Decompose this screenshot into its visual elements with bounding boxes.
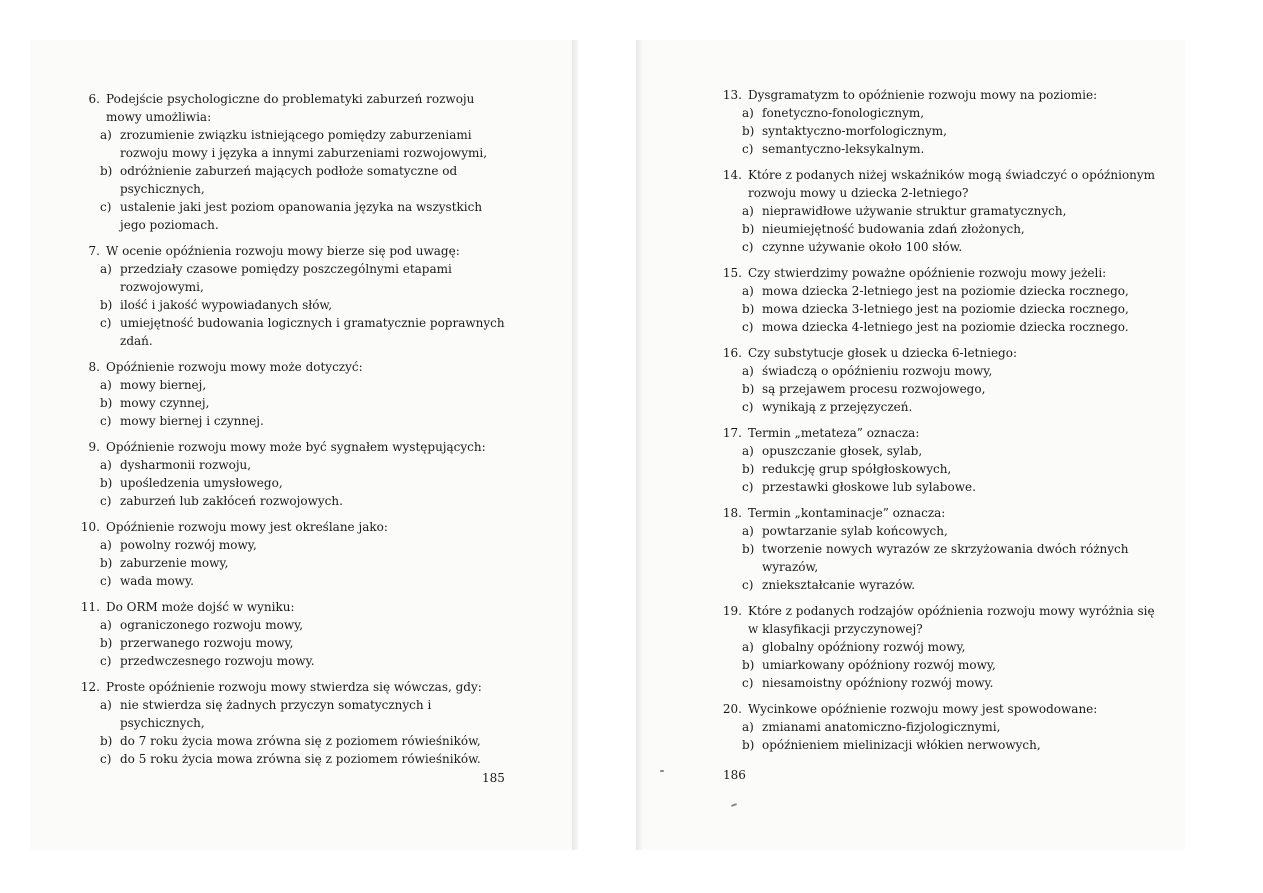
question-stem — [78, 598, 508, 616]
option-text: redukcję grup spółgłoskowych, — [762, 462, 952, 476]
right-question-column — [720, 86, 1160, 762]
option-text: ograniczonego rozwoju mowy, — [120, 618, 304, 632]
option-letter: a) — [100, 378, 112, 392]
question-number: 14. — [722, 168, 742, 182]
answer-option — [720, 238, 1160, 256]
page-gutter-shadow — [636, 40, 642, 850]
answer-option — [720, 522, 1160, 540]
answer-option — [720, 104, 1160, 122]
page-number-right: 186 — [723, 768, 746, 782]
answer-option — [78, 394, 508, 412]
option-text: niesamoistny opóźniony rozwój mowy. — [762, 676, 994, 690]
question-item — [720, 602, 1160, 692]
question-text: Dysgramatyzm to opóźnienie rozwoju mowy na poziomie: — [748, 88, 1098, 102]
answer-option — [78, 474, 508, 492]
page-gutter-shadow — [572, 40, 578, 850]
option-letter: a) — [100, 618, 112, 632]
question-item — [78, 242, 508, 350]
answer-option — [78, 696, 508, 732]
question-text: W ocenie opóźnienia rozwoju mowy bierze się pod uwagę: — [106, 244, 460, 258]
answer-option — [720, 674, 1160, 692]
option-text: odróżnienie zaburzeń mających podłoże somatyczne od psychicznych, — [120, 164, 458, 196]
option-letter: a) — [100, 698, 112, 712]
option-letter: a) — [742, 640, 754, 654]
answer-options — [720, 282, 1160, 336]
question-stem — [78, 358, 508, 376]
question-number: 19. — [722, 604, 742, 618]
option-text: fonetyczno-fonologicznym, — [762, 106, 925, 120]
option-letter: c) — [100, 494, 112, 508]
option-text: semantyczno-leksykalnym. — [762, 142, 925, 156]
option-letter: a) — [742, 720, 754, 734]
option-letter: b) — [742, 658, 755, 672]
answer-option — [720, 736, 1160, 754]
option-text: zaburzeń lub zakłóceń rozwojowych. — [120, 494, 343, 508]
answer-option — [78, 572, 508, 590]
answer-option — [78, 260, 508, 296]
question-text: Które z podanych niżej wskaźników mogą świadczyć o opóźnionym rozwoju mowy u dziecka 2-letniego? — [748, 168, 1156, 200]
question-text: Czy substytucje głosek u dziecka 6-letniego: — [748, 346, 1017, 360]
question-stem — [720, 602, 1160, 638]
question-text: Wycinkowe opóźnienie rozwoju mowy jest spowodowane: — [748, 702, 1098, 716]
question-item — [78, 90, 508, 234]
answer-option — [78, 412, 508, 430]
option-letter: b) — [742, 124, 755, 138]
option-letter: c) — [100, 316, 112, 330]
question-number: 12. — [80, 680, 100, 694]
option-text: zniekształcanie wyrazów. — [762, 578, 916, 592]
question-number: 16. — [722, 346, 742, 360]
option-letter: c) — [742, 320, 754, 334]
question-number: 9. — [88, 440, 100, 454]
answer-options — [720, 718, 1160, 754]
option-letter: c) — [742, 400, 754, 414]
question-item — [78, 438, 508, 510]
option-text: wada mowy. — [120, 574, 194, 588]
option-letter: a) — [742, 364, 754, 378]
option-letter: b) — [742, 302, 755, 316]
answer-options — [78, 696, 508, 768]
option-text: przestawki głoskowe lub sylabowe. — [762, 480, 976, 494]
answer-option — [720, 380, 1160, 398]
option-letter: b) — [100, 476, 113, 490]
answer-option — [720, 282, 1160, 300]
question-number: 15. — [722, 266, 742, 280]
option-text: przedwczesnego rozwoju mowy. — [120, 654, 315, 668]
option-text: nieprawidłowe używanie struktur gramatycznych, — [762, 204, 1067, 218]
option-letter: c) — [742, 480, 754, 494]
answer-option — [720, 442, 1160, 460]
option-text: powolny rozwój mowy, — [120, 538, 257, 552]
option-text: umiejętność budowania logicznych i gramatycznie poprawnych zdań. — [120, 316, 505, 348]
option-letter: b) — [742, 222, 755, 236]
option-letter: c) — [742, 578, 754, 592]
answer-option — [720, 576, 1160, 594]
option-letter: a) — [100, 538, 112, 552]
option-letter: c) — [100, 200, 112, 214]
answer-options — [720, 202, 1160, 256]
option-text: mowa dziecka 3-letniego jest na poziomie dziecka rocznego, — [762, 302, 1129, 316]
answer-options — [720, 104, 1160, 158]
answer-option — [78, 456, 508, 474]
answer-option — [78, 554, 508, 572]
answer-options — [720, 362, 1160, 416]
question-number: 10. — [80, 520, 100, 534]
question-item — [720, 424, 1160, 496]
option-letter: a) — [100, 458, 112, 472]
option-letter: b) — [100, 556, 113, 570]
question-stem — [720, 424, 1160, 442]
question-number: 6. — [88, 92, 100, 106]
option-letter: a) — [742, 284, 754, 298]
answer-options — [78, 376, 508, 430]
option-text: ustalenie jaki jest poziom opanowania języka na wszystkich jego poziomach. — [120, 200, 483, 232]
option-letter: c) — [100, 574, 112, 588]
option-text: mowy czynnej, — [120, 396, 210, 410]
question-item — [720, 166, 1160, 256]
option-text: wynikają z przejęzyczeń. — [762, 400, 913, 414]
option-letter: b) — [742, 542, 755, 556]
question-item — [78, 598, 508, 670]
question-text: Czy stwierdzimy poważne opóźnienie rozwoju mowy jeżeli: — [748, 266, 1107, 280]
question-number: 17. — [722, 426, 742, 440]
answer-option — [720, 140, 1160, 158]
option-letter: c) — [742, 676, 754, 690]
answer-option — [720, 122, 1160, 140]
option-text: czynne używanie około 100 słów. — [762, 240, 963, 254]
answer-option — [720, 656, 1160, 674]
answer-options — [720, 638, 1160, 692]
question-text: Termin „kontaminacje” oznacza: — [748, 506, 946, 520]
scan-speck — [660, 770, 664, 772]
question-stem — [720, 166, 1160, 202]
option-text: mowa dziecka 2-letniego jest na poziomie dziecka rocznego, — [762, 284, 1129, 298]
question-number: 18. — [722, 506, 742, 520]
answer-options — [78, 536, 508, 590]
answer-option — [78, 126, 508, 162]
question-number: 13. — [722, 88, 742, 102]
option-text: mowy biernej i czynnej. — [120, 414, 264, 428]
option-text: do 7 roku życia mowa zrówna się z poziomem rówieśników, — [120, 734, 481, 748]
question-stem — [720, 700, 1160, 718]
option-letter: a) — [742, 204, 754, 218]
question-number: 8. — [88, 360, 100, 374]
question-number: 7. — [88, 244, 100, 258]
option-letter: b) — [100, 164, 113, 178]
option-letter: a) — [100, 128, 112, 142]
question-stem — [78, 678, 508, 696]
question-text: Termin „metateza” oznacza: — [748, 426, 920, 440]
answer-option — [78, 536, 508, 554]
option-text: są przejawem procesu rozwojowego, — [762, 382, 986, 396]
question-text: Które z podanych rodzajów opóźnienia rozwoju mowy wyróżnia się w klasyfikacji przyczynowej? — [748, 604, 1155, 636]
option-letter: b) — [100, 298, 113, 312]
option-text: zmianami anatomiczno-fizjologicznymi, — [762, 720, 1001, 734]
answer-option — [720, 318, 1160, 336]
answer-option — [78, 652, 508, 670]
answer-option — [720, 362, 1160, 380]
option-letter: b) — [742, 382, 755, 396]
question-stem — [78, 438, 508, 456]
answer-option — [720, 478, 1160, 496]
question-text: Podejście psychologiczne do problematyki zaburzeń rozwoju mowy umożliwia: — [106, 92, 475, 124]
option-text: upośledzenia umysłowego, — [120, 476, 283, 490]
answer-option — [78, 162, 508, 198]
question-item — [720, 700, 1160, 754]
answer-option — [720, 220, 1160, 238]
question-stem — [720, 264, 1160, 282]
option-text: dysharmonii rozwoju, — [120, 458, 252, 472]
option-text: globalny opóźniony rozwój mowy, — [762, 640, 966, 654]
answer-options — [720, 442, 1160, 496]
question-text: Opóźnienie rozwoju mowy może być sygnałem występujących: — [106, 440, 486, 454]
answer-option — [78, 314, 508, 350]
answer-option — [78, 732, 508, 750]
option-text: świadczą o opóźnieniu rozwoju mowy, — [762, 364, 993, 378]
answer-option — [78, 634, 508, 652]
option-text: mowy biernej, — [120, 378, 207, 392]
answer-option — [720, 398, 1160, 416]
option-letter: c) — [742, 142, 754, 156]
question-text: Opóźnienie rozwoju mowy może dotyczyć: — [106, 360, 363, 374]
option-text: syntaktyczno-morfologicznym, — [762, 124, 947, 138]
option-text: zrozumienie związku istniejącego pomiędzy zaburzeniami rozwoju mowy i języka a innymi zaburzeniami rozwojowymi, — [120, 128, 488, 160]
option-text: opóźnieniem mielinizacji włókien nerwowych, — [762, 738, 1041, 752]
option-letter: a) — [742, 106, 754, 120]
question-text: Proste opóźnienie rozwoju mowy stwierdza się wówczas, gdy: — [106, 680, 482, 694]
answer-option — [78, 198, 508, 234]
question-item — [720, 504, 1160, 594]
answer-options — [78, 456, 508, 510]
option-text: umiarkowany opóźniony rozwój mowy, — [762, 658, 996, 672]
option-text: nieumiejętność budowania zdań złożonych, — [762, 222, 1025, 236]
option-letter: a) — [742, 444, 754, 458]
question-text: Opóźnienie rozwoju mowy jest określane jako: — [106, 520, 388, 534]
question-stem — [720, 344, 1160, 362]
option-letter: c) — [100, 414, 112, 428]
option-text: powtarzanie sylab końcowych, — [762, 524, 948, 538]
answer-option — [78, 492, 508, 510]
answer-options — [78, 616, 508, 670]
option-letter: b) — [742, 462, 755, 476]
option-letter: b) — [742, 738, 755, 752]
question-item — [78, 518, 508, 590]
question-text: Do ORM może dojść w wyniku: — [106, 600, 295, 614]
option-letter: c) — [100, 752, 112, 766]
question-item — [720, 264, 1160, 336]
question-stem — [720, 86, 1160, 104]
answer-option — [720, 638, 1160, 656]
answer-option — [78, 296, 508, 314]
question-number: 20. — [722, 702, 742, 716]
answer-options — [720, 522, 1160, 594]
option-text: ilość i jakość wypowiadanych słów, — [120, 298, 333, 312]
question-stem — [78, 90, 508, 126]
option-letter: a) — [742, 524, 754, 538]
left-question-column — [78, 90, 508, 776]
question-number: 11. — [80, 600, 100, 614]
answer-option — [78, 376, 508, 394]
option-text: przedziały czasowe pomiędzy poszczególnymi etapami rozwojowymi, — [120, 262, 452, 294]
question-stem — [78, 518, 508, 536]
answer-option — [720, 718, 1160, 736]
option-text: nie stwierdza się żadnych przyczyn somatycznych i psychicznych, — [120, 698, 432, 730]
answer-options — [78, 260, 508, 350]
question-item — [78, 358, 508, 430]
option-text: tworzenie nowych wyrazów ze skrzyżowania dwóch różnych wyrazów, — [762, 542, 1129, 574]
answer-option — [720, 460, 1160, 478]
option-letter: b) — [100, 396, 113, 410]
page-number-left: 185 — [482, 771, 505, 785]
option-text: przerwanego rozwoju mowy, — [120, 636, 294, 650]
question-stem — [78, 242, 508, 260]
option-text: zaburzenie mowy, — [120, 556, 229, 570]
option-letter: b) — [100, 636, 113, 650]
option-text: mowa dziecka 4-letniego jest na poziomie dziecka rocznego. — [762, 320, 1129, 334]
question-stem — [720, 504, 1160, 522]
option-letter: c) — [100, 654, 112, 668]
question-item — [720, 344, 1160, 416]
option-letter: c) — [742, 240, 754, 254]
option-text: opuszczanie głosek, sylab, — [762, 444, 923, 458]
answer-option — [720, 540, 1160, 576]
option-letter: a) — [100, 262, 112, 276]
option-letter: b) — [100, 734, 113, 748]
answer-option — [720, 300, 1160, 318]
option-text: do 5 roku życia mowa zrówna się z poziomem rówieśników. — [120, 752, 481, 766]
question-item — [78, 678, 508, 768]
question-item — [720, 86, 1160, 158]
answer-option — [78, 750, 508, 768]
answer-option — [78, 616, 508, 634]
answer-options — [78, 126, 508, 234]
answer-option — [720, 202, 1160, 220]
